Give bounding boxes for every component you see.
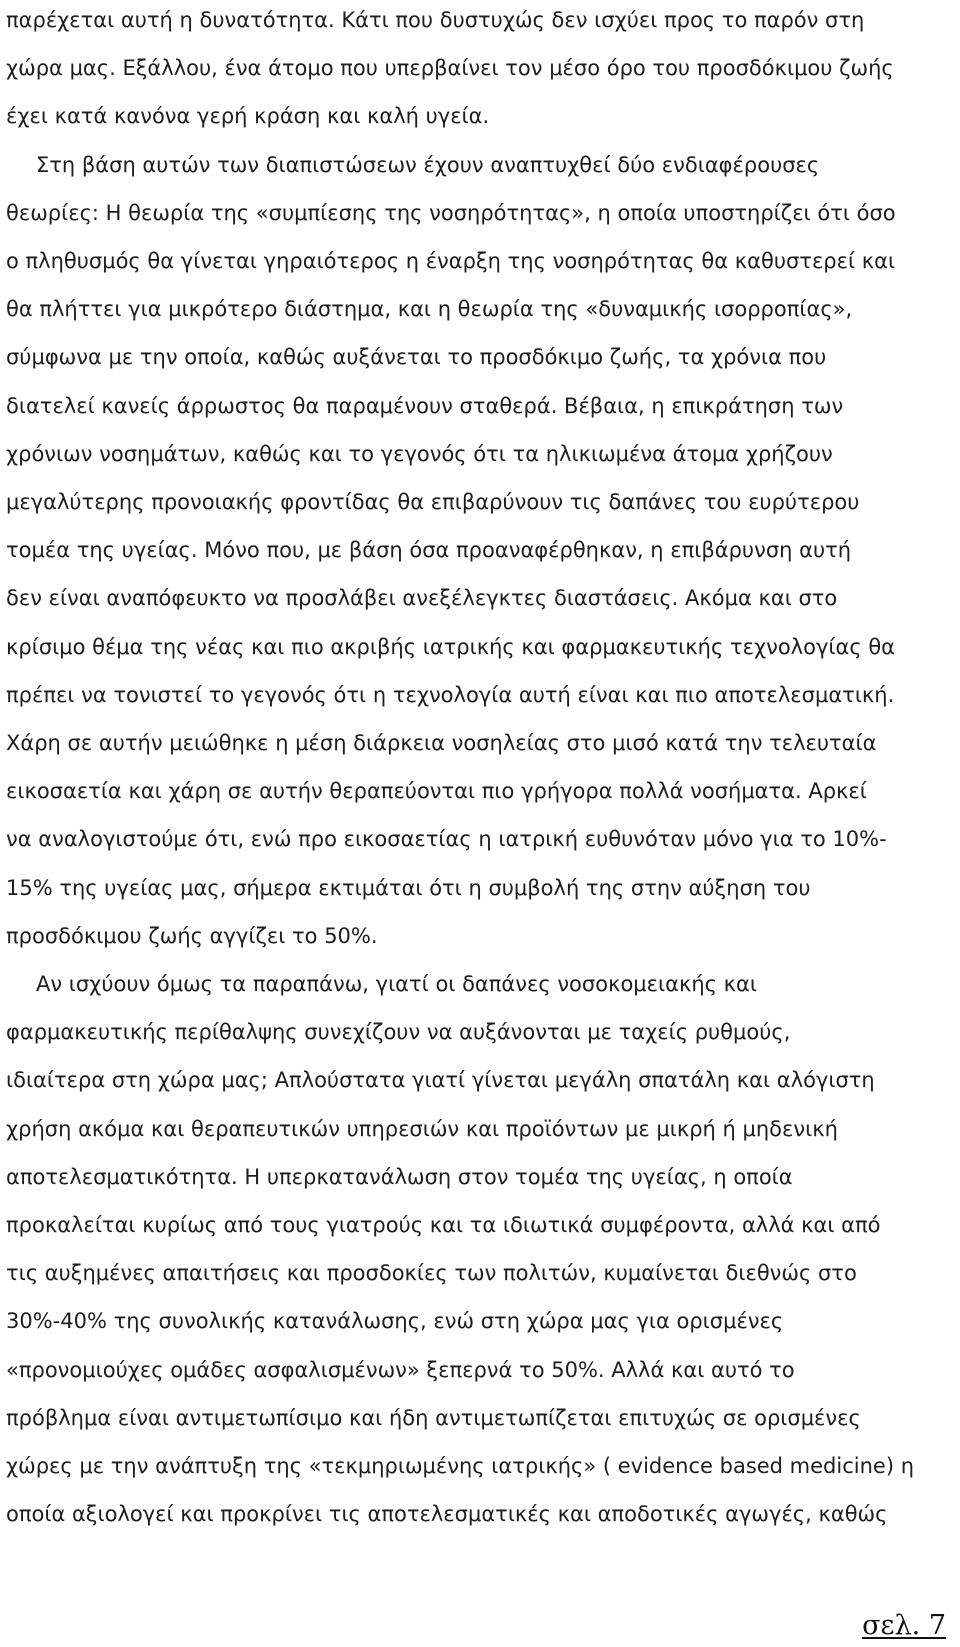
text-line: χρόνιων νοσημάτων, καθώς και το γεγονός ότι τα ηλικιωμένα άτομα χρήζουν [6,441,833,466]
text-line: χώρα μας. Εξάλλου, ένα άτομο που υπερβαίνει τον μέσο όρο του προσδόκιμου ζωής [6,56,894,81]
text-line: πρέπει να τονιστεί το γεγονός ότι η τεχνολογία αυτή είναι και πιο αποτελεσματική. [6,682,895,707]
text-line: θα πλήττει για μικρότερο διάστημα, και η θεωρία της «δυναμικής ισορροπίας», [6,297,853,322]
text-line: παρέχεται αυτή η δυνατότητα. Κάτι που δυστυχώς δεν ισχύει προς το παρόν στη [6,8,865,32]
text-line: Χάρη σε αυτήν μειώθηκε η μέση διάρκεια νοσηλείας στο μισό κατά την τελευταία [6,731,877,755]
text-line: τις αυξημένες απαιτήσεις και προσδοκίες των πολιτών, κυμαίνεται διεθνώς στο [6,1261,857,1286]
text-line: ιδιαίτερα στη χώρα μας; Απλούστατα γιατί γίνεται μεγάλη σπατάλη και αλόγιστη [6,1068,875,1093]
text-line: αποτελεσματικότητα. Η υπερκατανάλωση στον τομέα της υγείας, η οποία [6,1164,793,1189]
page-number: σελ. 7 [862,1610,946,1641]
text-line: τομέα της υγείας. Μόνο που, με βάση όσα προαναφέρθηκαν, η επιβάρυνση αυτή [6,538,852,563]
text-line: οποία αξιολογεί και προκρίνει τις αποτελεσματικές και αποδοτικές αγωγές, καθώς [6,1502,888,1527]
text-line: Αν ισχύουν όμως τα παραπάνω, γιατί οι δαπάνες νοσοκομειακής και [36,972,757,996]
text-line: «προνομιούχες ομάδες ασφαλισμένων» ξεπερνά το 50%. Αλλά και αυτό το [6,1357,795,1382]
text-line: θεωρίες: Η θεωρία της «συμπίεσης της νοσηρότητας», η οποία υποστηρίζει ότι όσο [6,200,896,225]
text-line: ο πληθυσμός θα γίνεται γηραιότερος η έναρξη της νοσηρότητας θα καθυστερεί και [6,249,896,273]
text-line: σύμφωνα με την οποία, καθώς αυξάνεται το προσδόκιμο ζωής, τα χρόνια που [6,345,827,370]
text-line: προκαλείται κυρίως από τους γιατρούς και τα ιδιωτικά συμφέροντα, αλλά και από [6,1213,881,1237]
text-line: να αναλογιστούμε ότι, ενώ προ εικοσαετίας η ιατρική ευθυνόταν μόνο για το 10%- [6,827,887,852]
text-line: διατελεί κανείς άρρωστος θα παραμένουν σταθερά. Βέβαια, η επικράτηση των [6,393,844,418]
text-line: Στη βάση αυτών των διαπιστώσεων έχουν αναπτυχθεί δύο ενδιαφέρουσες [36,152,820,177]
text-line: προσδόκιμου ζωής αγγίζει το 50%. [6,923,378,948]
text-line: χρήση ακόμα και θεραπευτικών υπηρεσιών και προϊόντων με μικρή ή μηδενική [6,1116,838,1141]
text-line: χώρες με την ανάπτυξη της «τεκμηριωμένης ιατρικής» ( evidence based medicine) η [6,1454,915,1478]
text-line: φαρμακευτικής περίθαλψης συνεχίζουν να αυξάνονται με ταχείς ρυθμούς, [6,1020,791,1045]
text-line: εικοσαετία και χάρη σε αυτήν θεραπεύονται πιο γρήγορα πολλά νοσήματα. Αρκεί [6,779,867,804]
text-line: δεν είναι αναπόφευκτο να προσλάβει ανεξέλεγκτες διαστάσεις. Ακόμα και στο [6,586,838,611]
text-line: 30%-40% της συνολικής κατανάλωσης, ενώ στη χώρα μας για ορισμένες [6,1309,784,1334]
text-line: μεγαλύτερης προνοιακής φροντίδας θα επιβαρύνουν τις δαπάνες του ευρύτερου [6,490,860,514]
text-line: έχει κατά κανόνα γερή κράση και καλή υγεία. [6,104,490,129]
text-line: κρίσιμο θέμα της νέας και πιο ακριβής ιατρικής και φαρμακευτικής τεχνολογίας θα [6,634,896,659]
text-line: 15% της υγείας μας, σήμερα εκτιμάται ότι η συμβολή της στην αύξηση του [6,875,811,900]
text-line: πρόβλημα είναι αντιμετωπίσιμο και ήδη αντιμετωπίζεται επιτυχώς σε ορισμένες [6,1405,861,1430]
